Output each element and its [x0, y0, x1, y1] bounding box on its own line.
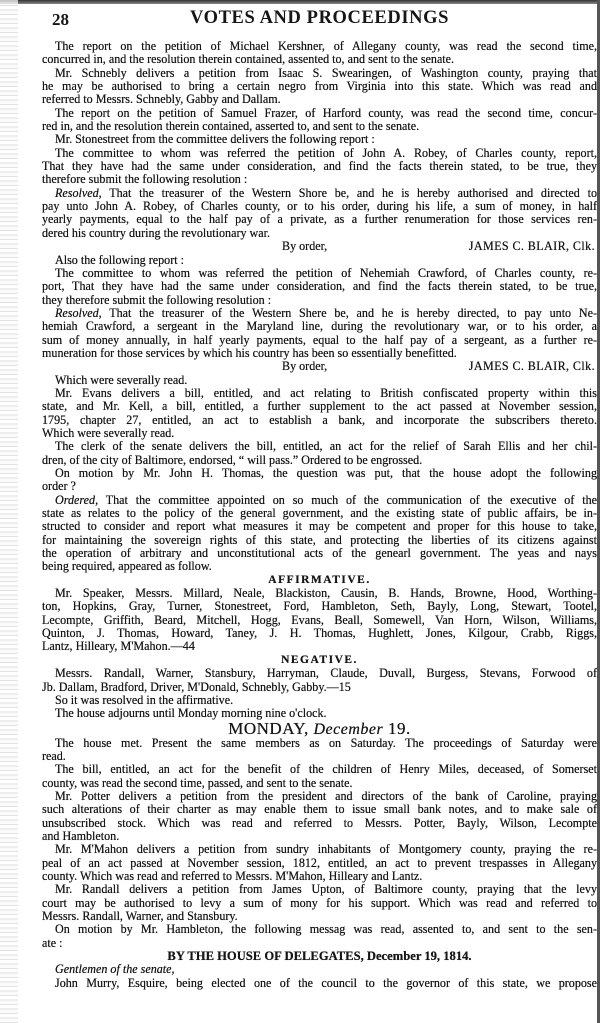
text-line — [42, 467, 597, 480]
text-line — [42, 667, 597, 680]
text-line — [42, 883, 597, 896]
line-text: yearly payments, equal to the half pay of a private, as a further renumeration for those services ren- — [42, 213, 597, 227]
text-line — [42, 307, 597, 320]
by-order-label: By order, — [282, 239, 328, 254]
text-line — [42, 897, 597, 910]
section-heading: BY THE HOUSE OF DELEGATES, December 19, 1814. — [167, 949, 472, 964]
paragraph — [42, 667, 597, 694]
text-line — [42, 213, 597, 226]
text-line — [42, 294, 597, 307]
line-text: Mr. Potter delivers a petition from the president and directors of the bank of Caroline, praying — [55, 789, 597, 803]
paragraph — [42, 494, 597, 574]
paragraph — [42, 267, 597, 307]
line-text: On motion by Mr. Hambleton, the following messag was read, assented to, and sent to the sen- — [55, 923, 597, 937]
text-line — [42, 80, 597, 93]
text-line — [42, 923, 597, 936]
line-text: That the treasurer of the Western Shere be, and he is hereby directed, to pay unto Ne- — [101, 306, 597, 320]
text-line — [42, 147, 597, 160]
line-text: referred to Messrs. Schnebly, Gabby and Dallam. — [42, 93, 281, 107]
line-text: county. Which was read and referred to Messrs. M'Mahon, Hilleary and Lantz. — [42, 869, 423, 883]
paragraph — [42, 763, 597, 790]
text-line — [42, 320, 597, 333]
line-text: Which were severally read. — [55, 373, 188, 387]
line-text: structed to consider and report what measures it may be competent and proper for this house to take, — [42, 520, 597, 534]
line-text: being required, appeared as follow. — [42, 560, 212, 574]
line-text: The committee to whom was referred the petition of John A. Robey, of Charles county, report, — [55, 146, 597, 160]
line-text: That the treasurer of the Western Shore be, and he is hereby authorised and directed to — [101, 186, 597, 200]
text-line — [42, 120, 597, 133]
line-text: therefore submit the following resolution : — [42, 173, 248, 187]
line-text: such alterations of their charter as may enable them to issue small bank notes, and to make sale of — [42, 803, 597, 817]
text-line — [42, 173, 597, 186]
text-line — [42, 347, 597, 360]
line-text: Messrs. Randall, Warner, and Stansbury. — [42, 910, 238, 923]
paragraph — [42, 374, 597, 387]
text-line — [42, 480, 597, 493]
paragraph — [42, 67, 597, 107]
paragraph — [42, 707, 597, 720]
paragraph — [42, 254, 597, 267]
text-line — [42, 133, 597, 146]
text-line — [42, 227, 597, 240]
text-line — [42, 374, 597, 387]
text-line — [42, 160, 597, 173]
text-line — [42, 254, 597, 267]
text-line — [42, 857, 597, 870]
paragraph — [42, 147, 597, 187]
line-text: the operation of arbitrary and unconstitutional acts of the genearl government. The yeas and nays — [42, 547, 597, 561]
paragraph — [42, 977, 597, 990]
line-text: On motion by Mr. John H. Thomas, the question was put, that the house adopt the following — [55, 467, 597, 480]
line-text: Mr. Speaker, Messrs. Millard, Neale, Blackiston, Causin, B. Hands, Browne, Hood, Worthing- — [55, 587, 597, 601]
line-text: Mr. Evans delivers a bill, entitled, and act relating to British confiscated property within this — [55, 386, 597, 400]
line-text: county, was read the second time, passed, and sent to the senate. — [42, 776, 353, 790]
text-line — [42, 200, 597, 213]
date-heading — [42, 718, 597, 738]
text-line — [42, 427, 597, 440]
salutation-line: Gentlemen of the senate, — [55, 963, 175, 977]
line-text: they therefore submit the following resolution : — [42, 293, 272, 307]
line-text: ate : — [42, 936, 63, 950]
text-line — [42, 494, 597, 507]
line-text: Mr. Stonestreet from the committee delivers the following report : — [55, 133, 375, 147]
section-heading: NEGATIVE. — [281, 653, 358, 666]
page-header — [42, 8, 597, 32]
line-text: Jb. Dallam, Bradford, Driver, M'Donald, Schnebly, Gabby.—15 — [42, 680, 351, 694]
line-text: The clerk of the senate delivers the bill, entitled, an act for the relief of Sarah Ellis and her chil- — [55, 440, 597, 454]
text-line — [42, 40, 597, 53]
paragraph — [42, 587, 597, 654]
line-text: and Hambleton. — [42, 829, 120, 843]
paragraph — [42, 40, 597, 67]
text-line — [42, 454, 597, 467]
paragraph — [42, 843, 597, 883]
line-text: The committee to whom was referred the petition of Nehemiah Crawford, of Charles county, re- — [55, 266, 597, 280]
line-text: state as relates to the policy of the general government, and the existing state of public affairs, be in- — [42, 507, 597, 521]
line-text: order ? — [42, 480, 76, 494]
text-line — [42, 640, 597, 653]
page-number: 28 — [52, 10, 69, 29]
text-line — [42, 267, 597, 280]
text-line — [42, 53, 597, 66]
paragraph — [42, 467, 597, 494]
text-line — [42, 414, 597, 427]
text-line — [42, 547, 597, 560]
text-line — [42, 750, 597, 763]
line-text: ton, Hopkins, Gray, Turner, Stonestreet, Ford, Hambleton, Seth, Bayly, Long, Stewart, Tootel, — [42, 600, 597, 614]
text-line — [42, 600, 597, 613]
text-line — [42, 534, 597, 547]
text-line — [42, 843, 597, 856]
line-text: concurred in, and the resolution therein contained, assented to, and sent to the senate. — [42, 53, 455, 67]
line-text: state, and Mr. Kell, a bill, entitled, a further supplement to the act passed at November session, — [42, 400, 597, 414]
paragraph — [42, 387, 597, 440]
text-line — [42, 614, 597, 627]
by-order-label: By order, — [282, 359, 328, 374]
paragraph — [42, 923, 597, 950]
section-heading: AFFIRMATIVE. — [268, 573, 371, 586]
text-line — [42, 777, 597, 790]
line-text: hemiah Crawford, a sergeant in the Maryland line, during the revolutionary war, or to his order, a — [42, 320, 597, 334]
text-line — [42, 707, 597, 720]
text-line — [42, 803, 597, 816]
line-text: for maintaining the sovereign rights of this state, and protecting the liberties of its citizens against — [42, 533, 597, 547]
signature-line — [42, 360, 597, 373]
scan-left-edge — [0, 0, 18, 1023]
line-text: court may be authorised to levy a sum of mony for his support. Which was read and referred to — [42, 896, 597, 910]
paragraph — [42, 883, 597, 923]
text-line — [42, 187, 597, 200]
text-line — [42, 694, 597, 707]
text-line — [42, 334, 597, 347]
text-line — [42, 93, 597, 106]
line-text: red in, and the resolution therein contained, asserted to, and sent to the senate. — [42, 120, 420, 134]
text-line — [42, 387, 597, 400]
line-text: Lantz, Hilleary, M'Mahon.—44 — [42, 640, 195, 654]
line-text: read. — [42, 749, 66, 763]
paragraph — [42, 694, 597, 707]
text-line — [42, 790, 597, 803]
line-text: Which were severally read. — [42, 426, 175, 440]
line-text: Quinton, J. Thomas, Howard, Taney, J. H. Thomas, Hughlett, Jones, Kilgour, Crabb, Riggs, — [42, 627, 597, 641]
line-text: dered his country during the revolutionary war. — [42, 226, 271, 240]
paragraph — [42, 737, 597, 764]
line-text: 1795, chapter 27, entitled, an act to establish a bank, and incorporate the subscribers thereto. — [42, 413, 597, 427]
line-text: Messrs. Randall, Warner, Stansbury, Harryman, Claude, Duvall, Burgess, Stevans, Forwood of — [55, 667, 597, 681]
paragraph — [42, 307, 597, 360]
day-name: MONDAY, — [228, 718, 314, 738]
text-line — [42, 977, 597, 990]
page-title: VOTES AND PROCEEDINGS — [190, 8, 449, 28]
clerk-name: JAMES C. BLAIR, Clk. — [468, 359, 595, 374]
line-text: he may be authorised to bring a certain negro from Virginia into this state. Which was read and — [42, 80, 597, 94]
text-line — [42, 937, 597, 950]
line-text: John Murry, Esquire, being elected one of the council to the governor of this state, we propose — [55, 976, 597, 990]
line-text: The house met. Present the same members as on Saturday. The proceedings of Saturday were — [55, 736, 597, 750]
text-line — [42, 587, 597, 600]
line-text: The report on the petition of Michael Kershner, of Allegany county, was read the second time, — [55, 40, 597, 53]
line-text: Mr. Randall delivers a petition from James Upton, of Baltimore county, praying that the levy — [55, 883, 597, 897]
italic-lead-word: Resolved, — [55, 186, 102, 200]
text-line — [42, 627, 597, 640]
text-line — [42, 67, 597, 80]
line-text: pay unto John A. Robey, of Charles county, or to his order, during his life, a sum of money, in half — [42, 200, 597, 214]
text-line — [42, 830, 597, 843]
paragraph — [42, 187, 597, 240]
line-text: muneration for those services by which his country has been so essentially benefitted. — [42, 346, 457, 360]
clerk-name: JAMES C. BLAIR, Clk. — [468, 239, 595, 254]
italic-lead-word: Resolved, — [55, 306, 102, 320]
text-line — [42, 280, 597, 293]
line-text: Mr. M'Mahon delivers a petition from sundry inhabitants of Montgomery county, praying the re- — [55, 843, 597, 857]
month-name: December — [313, 720, 384, 738]
document-body — [42, 40, 597, 990]
line-text: The house adjourns until Monday morning nine o'clock. — [55, 707, 327, 721]
text-line — [42, 870, 597, 883]
line-text: dren, of the city of Baltimore, endorsed, “ will pass.” Ordered to be engrossed. — [42, 453, 423, 467]
paragraph — [42, 107, 597, 134]
paragraph — [42, 133, 597, 146]
text-line — [42, 817, 597, 830]
day-number: 19. — [383, 718, 411, 738]
line-text: peal of an act passed at November session, 1812, entitled, an act to prevent trespasses in Allegany — [42, 856, 597, 870]
paragraph — [42, 790, 597, 843]
text-line — [42, 400, 597, 413]
line-text: That they have had the same under consideration, and find the facts therein stated, to be true, they — [42, 160, 597, 174]
line-text: port, That they have had the same under consideration, and find the facts therein stated, to be true, — [42, 280, 597, 294]
line-text: The bill, entitled, an act for the benefit of the children of Henry Miles, deceased, of Somerset — [55, 763, 597, 777]
scan-top-edge — [0, 0, 600, 4]
text-line — [42, 560, 597, 573]
paragraph — [42, 440, 597, 467]
text-line — [42, 107, 597, 120]
line-text: That the committee appointed on so much of the communication of the executive of the — [98, 493, 597, 507]
line-text: sum of money annually, in half yearly payments, equal to the half pay of a sergeant, as a further re- — [42, 333, 597, 347]
line-text: unsubscribed stock. Which was read and referred to Messrs. Potter, Bayly, Wilson, Lecompte — [42, 816, 597, 830]
line-text: The report on the petition of Samuel Frazer, of Harford county, was read the second time, concur- — [55, 106, 597, 120]
text-line — [42, 763, 597, 776]
signature-line — [42, 240, 597, 253]
text-line — [42, 520, 597, 533]
line-text: Lecompte, Griffith, Beard, Mitchell, Hogg, Evans, Beall, Somewell, Van Horn, Wilson, Williams, — [42, 613, 597, 627]
line-text: So it was resolved in the affirmative. — [55, 693, 234, 707]
line-text: Mr. Schnebly delivers a petition from Isaac S. Swearingen, of Washington county, praying that — [55, 66, 597, 80]
text-line — [42, 681, 597, 694]
text-line — [42, 737, 597, 750]
text-line — [42, 910, 597, 923]
line-text: Also the following report : — [55, 253, 184, 267]
text-line — [42, 507, 597, 520]
text-line — [42, 440, 597, 453]
italic-lead-word: Ordered, — [55, 493, 99, 507]
